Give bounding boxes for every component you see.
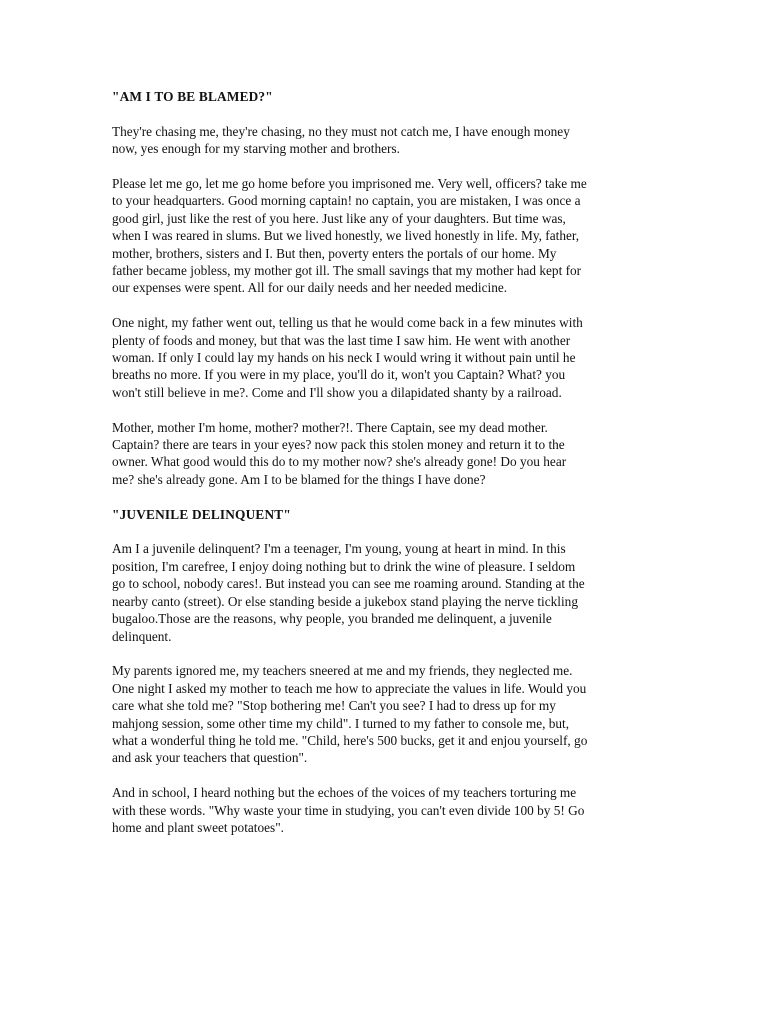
text-line: with these words. "Why waste your time in studying, you can't even divide 100 by 5! Go (112, 802, 585, 818)
text-line: won't still believe in me?. Come and I'll show you a dilapidated shanty by a railroad. (112, 384, 562, 400)
text-line: and ask your teachers that question". (112, 750, 308, 766)
text-line: bugaloo.Those are the reasons, why people, you branded me delinquent, a juvenile (112, 611, 552, 627)
section-title: "JUVENILE DELINQUENT" (112, 506, 291, 522)
text-line: to your headquarters. Good morning captain! no captain, you are mistaken, I was once a (112, 193, 581, 209)
text-line: position, I'm carefree, I enjoy doing nothing but to drink the wine of pleasure. I seldom (112, 558, 576, 574)
text-line: owner. What good would this do to my mother now? she's already gone! Do you hear (112, 454, 567, 470)
text-line: delinquent. (112, 628, 172, 644)
paragraph (112, 540, 660, 644)
text-line: when I was reared in slums. But we lived honestly, we lived honestly in life. My, father, (112, 228, 580, 244)
paragraph (112, 314, 660, 401)
text-line: nearby canto (street). Or else standing beside a jukebox stand playing the nerve tickling (112, 593, 578, 609)
text-line: plenty of foods and money, but that was the last time I saw him. He went with another (112, 332, 571, 348)
text-line: breaths no more. If you were in my place, you'll do it, won't you Captain? What? you (112, 367, 566, 383)
text-line: good girl, just like the rest of you here. Just like any of your daughters. But time was, (112, 210, 566, 226)
text-line: me? she's already gone. Am I to be blamed for the things I have done? (112, 471, 486, 487)
text-line: One night, my father went out, telling us that he would come back in a few minutes with (112, 315, 583, 331)
text-line: Captain? there are tears in your eyes? now pack this stolen money and return it to the (112, 437, 565, 453)
text-line: what a wonderful thing he told me. "Child, here's 500 bucks, get it and enjou yourself, go (112, 732, 588, 748)
text-line: our expenses were spent. All for our daily needs and her needed medicine. (112, 280, 508, 296)
text-line: mother, brothers, sisters and I. But then, poverty enters the portals of our home. My (112, 245, 557, 261)
text-line: woman. If only I could lay my hands on his neck I would wring it without pain until he (112, 350, 576, 366)
paragraph (112, 123, 660, 158)
text-line: care what she told me? "Stop bothering me! Can't you see? I had to dress up for my (112, 698, 556, 714)
paragraph (112, 419, 660, 489)
section-title: "AM I TO BE BLAMED?" (112, 89, 273, 104)
paragraph (112, 784, 660, 836)
text-line: My parents ignored me, my teachers sneered at me and my friends, they neglected me. (112, 663, 573, 679)
text-line: now, yes enough for my starving mother and brothers. (112, 141, 400, 157)
text-line: And in school, I heard nothing but the echoes of the voices of my teachers torturing me (112, 785, 577, 801)
text-line: mahjong session, some other time my child". I turned to my father to console me, but, (112, 715, 570, 731)
text-line: father became jobless, my mother got ill. The small savings that my mother had kept for (112, 263, 582, 279)
paragraph (112, 662, 660, 766)
text-line: go to school, nobody cares!. But instead you can see me roaming around. Standing at the (112, 576, 585, 592)
section-juvenile-delinquent (112, 506, 660, 837)
text-line: One night I asked my mother to teach me how to appreciate the values in life. Would you (112, 680, 587, 696)
section-am-i-to-be-blamed (112, 88, 660, 488)
document-page (112, 88, 660, 854)
text-line: Please let me go, let me go home before you imprisoned me. Very well, officers? take me (112, 176, 587, 191)
text-line: Mother, mother I'm home, mother? mother?!. There Captain, see my dead mother. (112, 419, 548, 435)
paragraph (112, 175, 660, 297)
text-line: Am I a juvenile delinquent? I'm a teenager, I'm young, young at heart in mind. In this (112, 541, 566, 557)
text-line: They're chasing me, they're chasing, no they must not catch me, I have enough money (112, 123, 570, 139)
text-line: home and plant sweet potatoes". (112, 819, 284, 835)
